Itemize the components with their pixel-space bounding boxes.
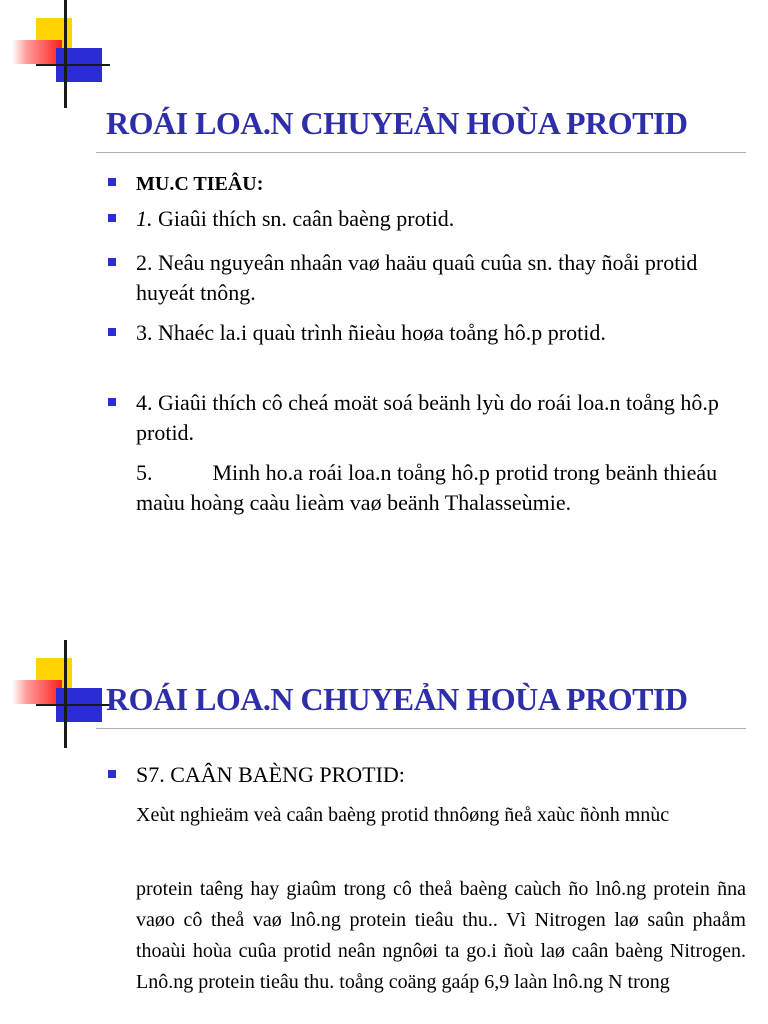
list-item: [108, 204, 728, 248]
section-heading-text: S7. CAÂN BAÈNG PROTID:: [136, 762, 405, 787]
item-text: Giaûi thích sn. caân baèng protid.: [152, 206, 455, 231]
item-number: 5.: [136, 460, 153, 485]
objective-heading: [108, 168, 728, 204]
item-text: 3. Nhaéc la.i quaù trình ñieàu hoøa toång hô.p protid.: [136, 320, 606, 345]
bullet-square-icon: [108, 258, 116, 266]
slide-2: [0, 640, 768, 1024]
section-heading: [108, 760, 728, 790]
slide-title: ROÁI LOA.N CHUYEẢN HOÙA PROTID: [106, 105, 688, 141]
logo-horizontal-line: [36, 64, 110, 66]
slide-title: ROÁI LOA.N CHUYEẢN HOÙA PROTID: [106, 681, 688, 717]
bullet-square-icon: [108, 328, 116, 336]
logo-red-bar: [12, 680, 62, 704]
bullet-square-icon: [108, 178, 116, 186]
list-item: [108, 458, 728, 518]
item-text: Minh ho.a roái loa.n toång hô.p protid trong beänh thieáu maùu hoàng caàu lieàm vaø beänh Thalasseùmie.: [136, 460, 718, 515]
bullet-square-icon: [108, 770, 116, 778]
paragraph-1: Xeùt nghieäm veà caân baèng protid thnôøng ñeå xaùc ñònh mnùc: [136, 804, 670, 826]
list-item: [108, 318, 728, 388]
item-text: 4. Giaûi thích cô cheá moät soá beänh lyù do roái loa.n toång hô.p protid.: [136, 390, 719, 445]
objective-label: MU.C TIEÂU:: [136, 173, 264, 195]
item-number: 1.: [136, 206, 153, 231]
logo-red-bar: [12, 40, 62, 64]
logo-vertical-line: [64, 640, 67, 748]
paragraph-2: protein taêng hay giaûm trong cô theå baèng caùch ño lnô.ng protein ñna vaøo cô theå vaø lnô.ng protein tieâu thu.. Vì Nitrogen laø saûn phaåm thoaùi hoùa cuûa protid neân ngnôøi ta go.i ñoù laø caân baèng Nitrogen. Lnô.ng protein tieâu thu. toång coäng gaáp 6,9 laàn lnô.ng N trong: [136, 878, 746, 993]
bullet-square-icon: [108, 214, 116, 222]
title-divider: [96, 152, 746, 153]
objectives-list: [108, 168, 728, 518]
item-text: 2. Neâu nguyeân nhaân vaø haäu quaû cuûa sn. thay ñoåi protid huyeát tnông.: [136, 250, 698, 305]
logo-horizontal-line: [36, 704, 110, 706]
slide-logo-decoration: [0, 640, 110, 750]
slide-logo-decoration: [0, 0, 110, 110]
list-item: [108, 388, 728, 458]
section-list: [108, 760, 728, 790]
title-divider: [96, 728, 746, 729]
list-item: [108, 248, 728, 318]
logo-vertical-line: [64, 0, 67, 108]
bullet-square-icon: [108, 398, 116, 406]
